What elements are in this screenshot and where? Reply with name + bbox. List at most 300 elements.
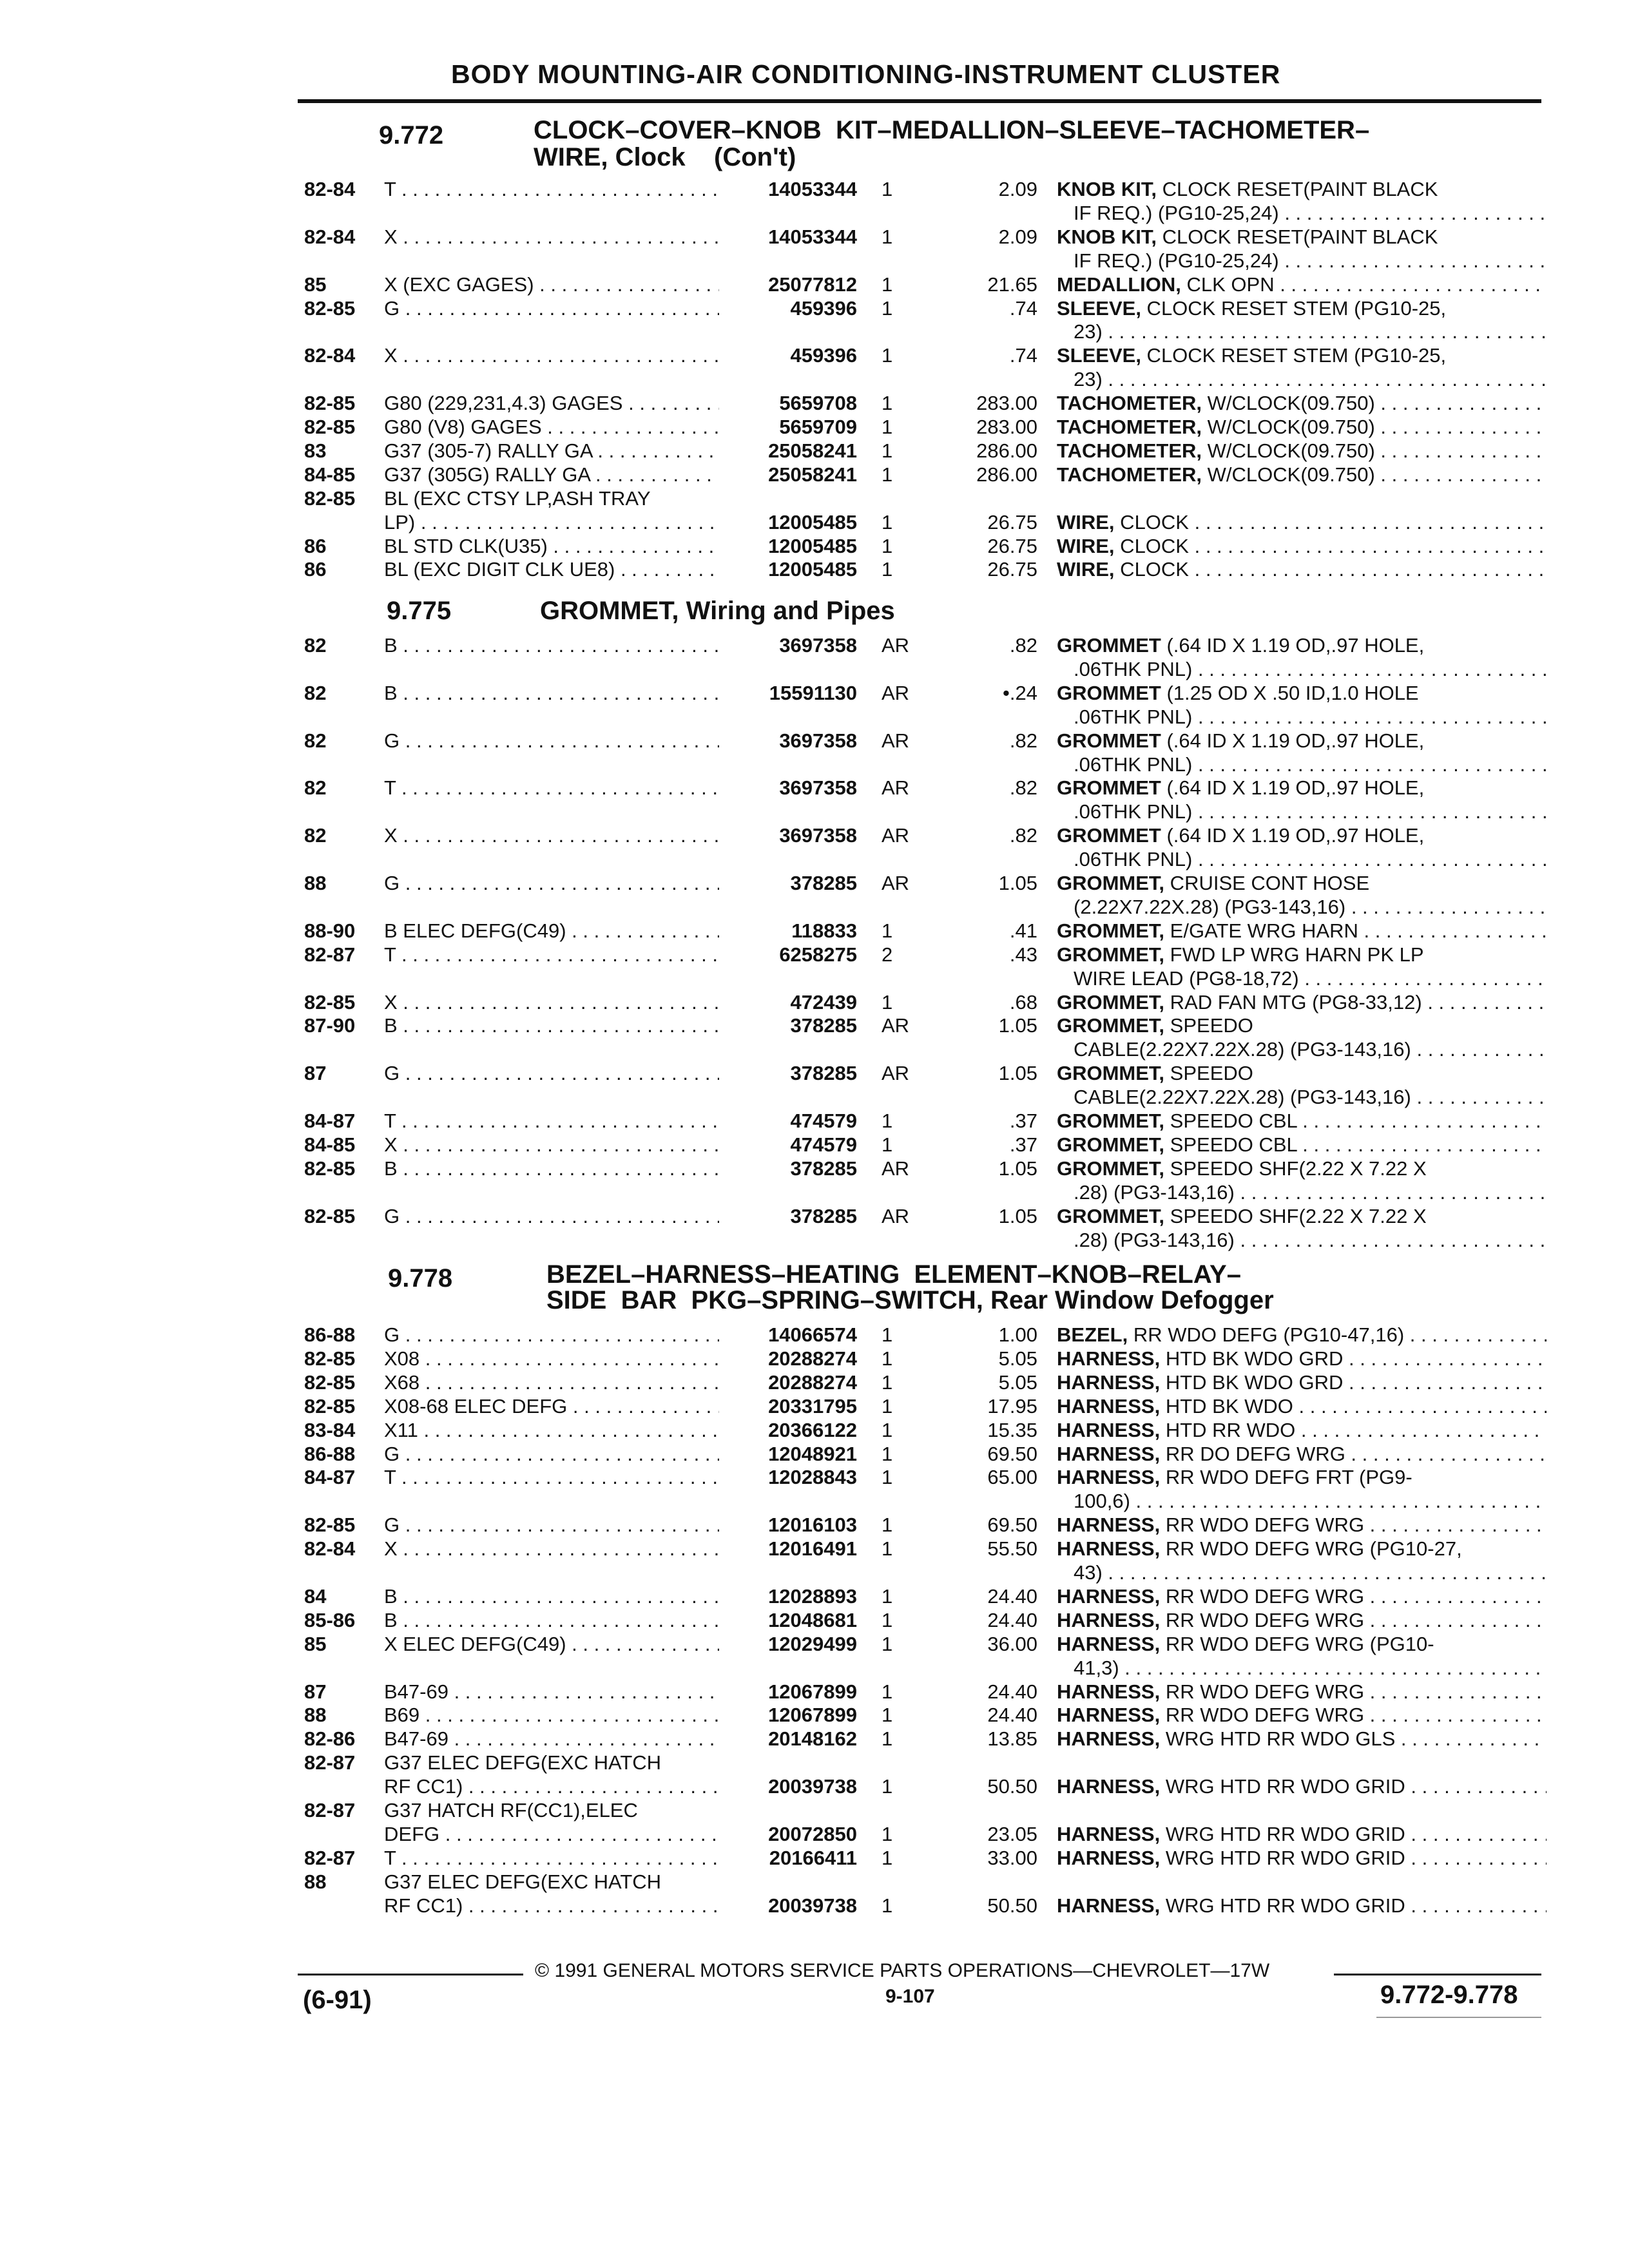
part-row	[0, 706, 1629, 729]
part-number: 12067899	[722, 1680, 857, 1704]
price: 1.05	[998, 1062, 1037, 1085]
part-number: 459396	[722, 297, 857, 320]
application-desc: B47-69 . . .	[384, 1727, 719, 1751]
part-number: 472439	[722, 991, 857, 1014]
quantity: 2	[882, 943, 893, 966]
part-name-keyword: MEDALLION,	[1057, 273, 1181, 296]
part-name-keyword: KNOB KIT,	[1057, 178, 1157, 200]
quantity: 1	[882, 1822, 893, 1845]
application-desc: BL (EXC CTSY LP,ASH TRAY	[384, 486, 651, 510]
part-row	[0, 991, 1629, 1014]
application-desc: X . . .	[384, 1133, 719, 1157]
part-name	[1057, 344, 1547, 367]
price: 283.00	[976, 416, 1037, 438]
application-desc: X08-68 ELEC DEFG . . .	[384, 1395, 719, 1418]
quantity: 1	[882, 225, 893, 248]
part-row	[0, 800, 1629, 823]
part-name-detail: .28) (PG3-143,16)	[1074, 1180, 1235, 1204]
part-name-keyword: HARNESS,	[1057, 1418, 1161, 1441]
part-name	[1057, 896, 1547, 919]
part-row	[0, 463, 1629, 486]
model-years: 85	[304, 1632, 327, 1655]
part-row	[0, 1038, 1629, 1061]
part-row	[0, 178, 1629, 201]
part-name-detail: CLOCK RESET(PAINT BLACK	[1157, 178, 1438, 200]
quantity: AR	[882, 824, 910, 847]
part-number: 378285	[722, 1157, 857, 1180]
price: 26.75	[987, 510, 1037, 533]
part-name-detail: CLK OPN	[1181, 273, 1275, 296]
part-name	[1057, 1561, 1547, 1584]
part-name-detail: RR WDO DEFG WRG	[1160, 1704, 1365, 1727]
quantity: 1	[882, 1846, 893, 1869]
part-name-keyword: GROMMET,	[1057, 1204, 1165, 1227]
part-name	[1057, 682, 1547, 705]
model-years: 85-86	[304, 1608, 356, 1631]
part-name	[1057, 535, 1547, 558]
part-number: 12048921	[722, 1443, 857, 1466]
part-name-detail: (2.22X7.22X.28) (PG3-143,16)	[1074, 895, 1346, 918]
part-name-detail: IF REQ.) (PG10-25,24)	[1074, 249, 1279, 272]
model-years: 82	[304, 729, 327, 752]
quantity: 1	[882, 1514, 893, 1537]
price: 23.05	[987, 1822, 1037, 1845]
part-name-detail: CLOCK	[1114, 534, 1189, 557]
part-name-detail: RR WDO DEFG WRG	[1160, 1514, 1365, 1537]
part-name-detail: CLOCK RESET STEM (PG10-25,	[1141, 344, 1447, 367]
quantity: 1	[882, 1894, 893, 1917]
footer-rule-right	[1334, 1974, 1541, 1975]
part-row	[0, 967, 1629, 990]
part-name-keyword: GROMMET,	[1057, 872, 1165, 894]
part-name	[1057, 178, 1547, 201]
application-desc: X68 . . .	[384, 1371, 719, 1394]
part-number: 459396	[722, 344, 857, 367]
part-name-keyword: HARNESS,	[1057, 1537, 1161, 1561]
part-name	[1057, 919, 1547, 943]
quantity: AR	[882, 681, 910, 704]
model-years: 84-85	[304, 1133, 356, 1156]
part-name-keyword: WIRE,	[1057, 534, 1115, 557]
model-years: 86	[304, 534, 327, 557]
model-years: 86	[304, 558, 327, 581]
price: .43	[1009, 943, 1037, 966]
application-desc: G80 (229,231,4.3) GAGES . . .	[384, 392, 719, 415]
part-name-detail: 23)	[1074, 368, 1103, 391]
quantity: 1	[882, 1347, 893, 1370]
section-number: 9.775	[387, 597, 452, 625]
quantity: 1	[882, 510, 893, 533]
application-desc: X ELEC DEFG(C49) . . .	[384, 1633, 719, 1656]
part-name	[1057, 1847, 1547, 1870]
price: 13.85	[987, 1727, 1037, 1751]
application-desc: G37 ELEC DEFG(EXC HATCH	[384, 1870, 662, 1893]
model-years: 83	[304, 439, 327, 462]
part-name-detail: 41,3)	[1074, 1656, 1119, 1679]
price: 1.05	[998, 1157, 1037, 1180]
part-number: 20166411	[722, 1847, 857, 1870]
model-years: 87-90	[304, 1014, 356, 1037]
quantity: 1	[882, 416, 893, 438]
part-name-detail: RR DO DEFG WRG	[1160, 1442, 1345, 1465]
quantity: 1	[882, 990, 893, 1014]
price: 2.09	[998, 178, 1037, 200]
part-name-detail: (.64 ID X 1.19 OD,.97 HOLE,	[1161, 776, 1425, 800]
part-name	[1057, 1537, 1547, 1561]
quantity: 1	[882, 1632, 893, 1655]
part-name	[1057, 1514, 1547, 1537]
part-name-detail: .06THK PNL)	[1074, 705, 1193, 728]
part-row	[0, 1323, 1629, 1347]
footer-section-range: 9.772-9.778	[1380, 1981, 1518, 2009]
part-row	[0, 1727, 1629, 1751]
quantity: 1	[882, 1394, 893, 1418]
part-row	[0, 416, 1629, 439]
part-name-keyword: GROMMET,	[1057, 919, 1165, 942]
part-name-keyword: TACHOMETER,	[1057, 392, 1202, 415]
application-desc: X . . .	[384, 1537, 719, 1561]
part-name-keyword: HARNESS,	[1057, 1466, 1161, 1489]
part-name-keyword: GROMMET,	[1057, 1062, 1165, 1085]
part-name-detail: CLOCK	[1114, 510, 1189, 533]
model-years: 88	[304, 872, 327, 894]
part-name-keyword: GROMMET	[1057, 824, 1161, 847]
application-desc: B . . .	[384, 1585, 719, 1608]
part-row	[0, 297, 1629, 320]
part-name-keyword: HARNESS,	[1057, 1514, 1161, 1537]
part-name-keyword: HARNESS,	[1057, 1442, 1161, 1465]
part-name-detail: (.64 ID X 1.19 OD,.97 HOLE,	[1161, 729, 1425, 752]
application-desc: T . . .	[384, 178, 719, 201]
quantity: AR	[882, 1062, 910, 1085]
part-name-detail: RR WDO DEFG WRG	[1160, 1584, 1365, 1608]
quantity: 1	[882, 1584, 893, 1608]
quantity: 1	[882, 1466, 893, 1489]
model-years: 87	[304, 1680, 327, 1703]
quantity: 1	[882, 273, 893, 296]
part-row	[0, 1894, 1629, 1917]
quantity: 1	[882, 344, 893, 367]
part-number: 378285	[722, 1014, 857, 1037]
part-name	[1057, 1181, 1547, 1204]
application-desc: X . . .	[384, 344, 719, 367]
part-row	[0, 344, 1629, 367]
part-row	[0, 439, 1629, 463]
part-number: 12028843	[722, 1466, 857, 1489]
quantity: 1	[882, 1370, 893, 1394]
model-years: 82-85	[304, 296, 356, 320]
part-name	[1057, 1419, 1547, 1442]
part-name-detail: W/CLOCK(09.750)	[1202, 463, 1375, 486]
part-name	[1057, 1775, 1547, 1798]
part-name-keyword: TACHOMETER,	[1057, 439, 1202, 462]
quantity: 1	[882, 534, 893, 557]
part-name	[1057, 1657, 1547, 1680]
price: 33.00	[987, 1846, 1037, 1869]
price: 24.40	[987, 1704, 1037, 1727]
application-desc: B ELEC DEFG(C49) . . .	[384, 919, 719, 943]
part-row	[0, 1775, 1629, 1798]
price: 21.65	[987, 273, 1037, 296]
part-name	[1057, 1443, 1547, 1466]
part-row	[0, 392, 1629, 415]
price: •.24	[1003, 681, 1037, 704]
header-rule	[298, 99, 1541, 103]
part-row	[0, 1014, 1629, 1037]
part-name-detail: RAD FAN MTG (PG8-33,12)	[1164, 990, 1422, 1014]
part-name	[1057, 439, 1547, 463]
model-years: 82-85	[304, 392, 356, 415]
part-row	[0, 1205, 1629, 1228]
footer-rule-left	[298, 1974, 523, 1975]
part-name-detail: RR WDO DEFG WRG	[1160, 1608, 1365, 1631]
application-desc: G . . .	[384, 1062, 719, 1085]
part-name	[1057, 392, 1547, 415]
model-years: 84-87	[304, 1466, 356, 1489]
price: .82	[1009, 824, 1037, 847]
part-name-detail: SPEEDO CBL	[1164, 1110, 1297, 1132]
part-name-keyword: HARNESS,	[1057, 1704, 1161, 1727]
price: 65.00	[987, 1466, 1037, 1489]
part-name-keyword: HARNESS,	[1057, 1347, 1161, 1370]
part-row	[0, 558, 1629, 581]
part-row	[0, 535, 1629, 558]
part-number: 12067899	[722, 1704, 857, 1727]
part-number: 14053344	[722, 226, 857, 249]
model-years: 82-84	[304, 344, 356, 367]
part-name-keyword: HARNESS,	[1057, 1584, 1161, 1608]
part-name	[1057, 1466, 1547, 1489]
part-name	[1057, 872, 1547, 895]
part-row	[0, 1609, 1629, 1632]
model-years: 82-85	[304, 486, 356, 510]
price: .82	[1009, 776, 1037, 800]
part-name	[1057, 463, 1547, 486]
quantity: AR	[882, 872, 910, 894]
model-years: 82-87	[304, 1846, 356, 1869]
part-row	[0, 1062, 1629, 1085]
part-name-keyword: GROMMET,	[1057, 1014, 1165, 1037]
part-name-keyword: HARNESS,	[1057, 1632, 1161, 1655]
part-name-keyword: WIRE,	[1057, 510, 1115, 533]
price: 24.40	[987, 1680, 1037, 1703]
model-years: 82-85	[304, 416, 356, 438]
application-desc: G37 ELEC DEFG(EXC HATCH	[384, 1751, 662, 1774]
part-row	[0, 824, 1629, 847]
model-years: 82-85	[304, 1514, 356, 1537]
quantity: 1	[882, 1775, 893, 1798]
part-row	[0, 487, 1629, 510]
price: 1.05	[998, 1014, 1037, 1037]
part-name	[1057, 1727, 1547, 1751]
part-name-keyword: HARNESS,	[1057, 1846, 1161, 1869]
model-years: 86-88	[304, 1323, 356, 1346]
part-name-detail: WRG HTD RR WDO GRID	[1160, 1894, 1405, 1917]
part-number: 12016491	[722, 1537, 857, 1561]
part-name-detail: .28) (PG3-143,16)	[1074, 1228, 1235, 1251]
part-row	[0, 1490, 1629, 1513]
part-number: 20366122	[722, 1419, 857, 1442]
part-name	[1057, 1371, 1547, 1394]
section-title: GROMMET, Wiring and Pipes	[540, 597, 895, 625]
part-name	[1057, 1490, 1547, 1513]
application-desc: B . . .	[384, 1609, 719, 1632]
part-row	[0, 1799, 1629, 1822]
section-number: 9.772	[379, 121, 444, 149]
quantity: 1	[882, 392, 893, 415]
price: 15.35	[987, 1418, 1037, 1441]
part-row	[0, 1751, 1629, 1774]
model-years: 87	[304, 1062, 327, 1085]
application-desc: DEFG . . .	[384, 1823, 719, 1846]
model-years: 84-85	[304, 463, 356, 486]
part-name	[1057, 273, 1547, 296]
quantity: 1	[882, 1704, 893, 1727]
part-name-detail: 100,6)	[1074, 1490, 1130, 1513]
part-row	[0, 1870, 1629, 1894]
part-name	[1057, 658, 1547, 681]
price: .74	[1009, 344, 1037, 367]
quantity: 1	[882, 296, 893, 320]
model-years: 82-85	[304, 990, 356, 1014]
application-desc: X (EXC GAGES) . . .	[384, 273, 719, 296]
part-row	[0, 1633, 1629, 1656]
part-number: 20072850	[722, 1823, 857, 1846]
part-row	[0, 1443, 1629, 1466]
model-years: 82	[304, 634, 327, 657]
model-years: 82	[304, 776, 327, 800]
part-name	[1057, 1395, 1547, 1418]
price: .82	[1009, 634, 1037, 657]
footer-copyright: © 1991 GENERAL MOTORS SERVICE PARTS OPERATIONS—CHEVROLET—17W	[535, 1960, 1270, 1981]
model-years: 82-87	[304, 1751, 356, 1774]
application-desc: G . . .	[384, 1323, 719, 1347]
part-name-detail: W/CLOCK(09.750)	[1202, 416, 1375, 438]
quantity: 1	[882, 178, 893, 200]
part-name	[1057, 1585, 1547, 1608]
part-name-detail: HTD BK WDO GRD	[1160, 1347, 1344, 1370]
application-desc: G . . .	[384, 297, 719, 320]
part-row	[0, 273, 1629, 296]
price: 1.05	[998, 1204, 1037, 1227]
part-name	[1057, 848, 1547, 871]
model-years: 88-90	[304, 919, 356, 942]
footer-page-number: 9-107	[885, 1986, 935, 2007]
application-desc: RF CC1) . . .	[384, 1775, 719, 1798]
part-name-detail: .06THK PNL)	[1074, 800, 1193, 823]
part-row	[0, 1395, 1629, 1418]
application-desc: B47-69 . . .	[384, 1680, 719, 1704]
part-name-detail: W/CLOCK(09.750)	[1202, 439, 1375, 462]
price: 5.05	[998, 1370, 1037, 1394]
part-name-keyword: GROMMET,	[1057, 1157, 1165, 1180]
part-number: 12048681	[722, 1609, 857, 1632]
part-row	[0, 1680, 1629, 1704]
quantity: 1	[882, 1537, 893, 1561]
part-name	[1057, 1633, 1547, 1656]
price: 50.50	[987, 1894, 1037, 1917]
part-name-detail: CRUISE CONT HOSE	[1164, 872, 1370, 894]
part-name-detail: .06THK PNL)	[1074, 753, 1193, 776]
quantity: 1	[882, 1418, 893, 1441]
part-row	[0, 896, 1629, 919]
part-name-keyword: TACHOMETER,	[1057, 416, 1202, 438]
part-number: 12005485	[722, 558, 857, 581]
price: 286.00	[976, 439, 1037, 462]
part-name	[1057, 226, 1547, 249]
part-row	[0, 1514, 1629, 1537]
price: .68	[1009, 990, 1037, 1014]
part-number: 14066574	[722, 1323, 857, 1347]
part-number: 20288274	[722, 1347, 857, 1370]
part-name	[1057, 800, 1547, 823]
price: 24.40	[987, 1584, 1037, 1608]
part-row	[0, 1561, 1629, 1584]
quantity: 1	[882, 1727, 893, 1751]
part-name-keyword: HARNESS,	[1057, 1394, 1161, 1418]
part-name-keyword: SLEEVE,	[1057, 344, 1141, 367]
part-number: 25058241	[722, 463, 857, 486]
model-years: 84	[304, 1584, 327, 1608]
part-row	[0, 249, 1629, 273]
model-years: 82-87	[304, 943, 356, 966]
part-name-keyword: KNOB KIT,	[1057, 225, 1157, 248]
part-name-detail: CLOCK RESET STEM (PG10-25,	[1141, 296, 1447, 320]
price: 286.00	[976, 463, 1037, 486]
model-years: 82-86	[304, 1727, 356, 1751]
model-years: 82-87	[304, 1799, 356, 1821]
part-name-keyword: GROMMET,	[1057, 1133, 1165, 1156]
part-number: 12005485	[722, 535, 857, 558]
part-name-keyword: GROMMET,	[1057, 943, 1165, 966]
part-name-detail: RR WDO DEFG (PG10-47,16)	[1128, 1323, 1405, 1346]
part-name-detail: SPEEDO	[1164, 1014, 1253, 1037]
part-name-detail: IF REQ.) (PG10-25,24)	[1074, 201, 1279, 224]
price: 55.50	[987, 1537, 1037, 1561]
price: .37	[1009, 1110, 1037, 1132]
part-row	[0, 1419, 1629, 1442]
quantity: AR	[882, 634, 910, 657]
part-number: 378285	[722, 1062, 857, 1085]
part-name-keyword: HARNESS,	[1057, 1822, 1161, 1845]
part-name	[1057, 368, 1547, 391]
application-desc: B . . .	[384, 1157, 719, 1180]
part-number: 5659708	[722, 392, 857, 415]
part-name-detail: WRG HTD RR WDO GRID	[1160, 1846, 1405, 1869]
part-name-keyword: HARNESS,	[1057, 1680, 1161, 1703]
quantity: 1	[882, 1133, 893, 1156]
price: 26.75	[987, 534, 1037, 557]
part-name-detail: SPEEDO	[1164, 1062, 1253, 1085]
part-row	[0, 1704, 1629, 1727]
part-number: 20039738	[722, 1775, 857, 1798]
part-name-detail: .06THK PNL)	[1074, 657, 1193, 680]
part-name	[1057, 706, 1547, 729]
part-number: 6258275	[722, 943, 857, 966]
part-name	[1057, 1609, 1547, 1632]
part-name	[1057, 634, 1547, 657]
part-number: 15591130	[722, 682, 857, 705]
section-number: 9.778	[388, 1264, 453, 1293]
footer-date-code: (6-91)	[303, 1986, 372, 2014]
quantity: AR	[882, 1204, 910, 1227]
price: .82	[1009, 729, 1037, 752]
part-number: 25077812	[722, 273, 857, 296]
part-row	[0, 919, 1629, 943]
part-row	[0, 1086, 1629, 1109]
section-title: CLOCK–COVER–KNOB KIT–MEDALLION–SLEEVE–TACHOMETER–	[534, 116, 1370, 144]
application-desc: X . . .	[384, 226, 719, 249]
